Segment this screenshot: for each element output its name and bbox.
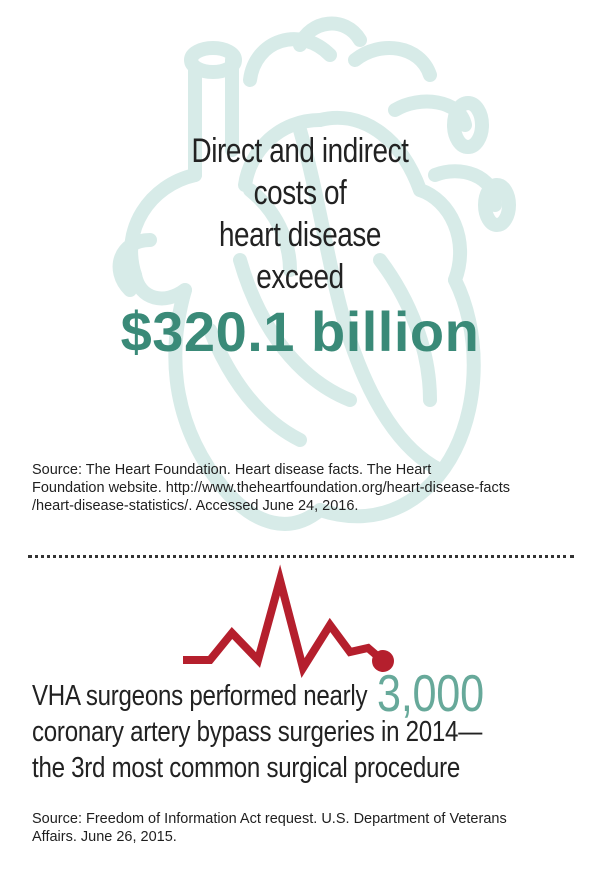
source1-line-3: /heart-disease-statistics/. Accessed June 24, 2016. <box>32 498 359 514</box>
vha-line-1 <box>32 665 484 723</box>
source1-line-2: Foundation website. http://www.theheartfoundation.org/heart-disease-facts <box>32 480 510 496</box>
source-citation-foia <box>32 810 582 846</box>
headline-line-1: Direct and indirect <box>191 132 409 170</box>
source2-line-2: Affairs. June 26, 2015. <box>32 829 177 845</box>
vha-statistic <box>32 665 484 786</box>
vha-line-3: the 3rd most common surgical procedure <box>32 752 461 784</box>
source2-line-1: Source: Freedom of Information Act request. U.S. Department of Veterans <box>32 811 507 827</box>
headline-line-4: exceed <box>256 258 344 296</box>
cost-amount: $320.1 billion <box>120 300 480 363</box>
surgery-count: 3,000 <box>377 665 484 723</box>
source1-line-1: Source: The Heart Foundation. Heart disease facts. The Heart <box>32 462 432 478</box>
headline-line-2: costs of <box>253 174 347 212</box>
vha-line-2: coronary artery bypass surgeries in 2014— <box>32 716 483 748</box>
headline-line-3: heart disease <box>218 216 382 254</box>
vha-line-1-text: VHA surgeons performed nearly <box>32 680 368 712</box>
